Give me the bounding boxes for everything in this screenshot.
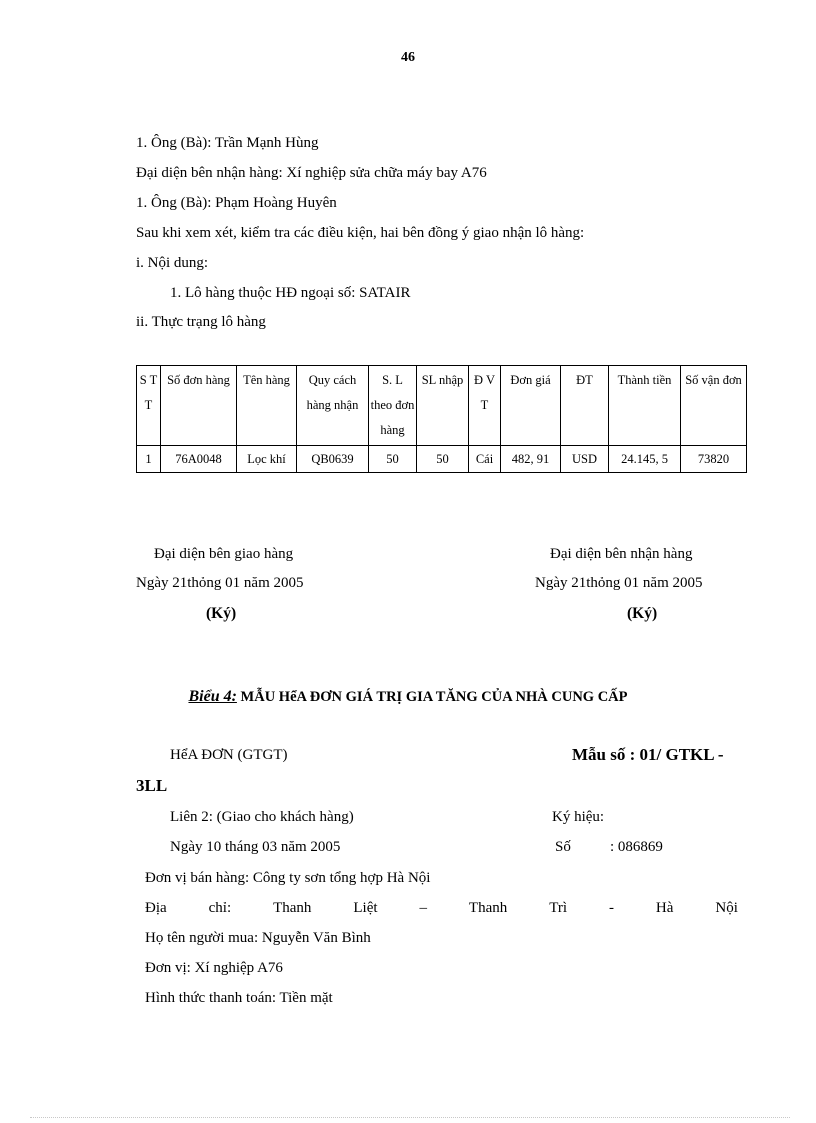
deliverer-role: Đại diện bên giao hàng — [154, 546, 294, 562]
table-cell: 73820 — [681, 446, 747, 473]
invoice-copy: Liên 2: (Giao cho khách hàng) — [170, 809, 354, 825]
table-header-cell: S. L theo đơn hàng — [369, 366, 417, 446]
deliverer-date: Ngày 21thỏng 01 năm 2005 — [136, 575, 304, 591]
receiver-sign: (Ký) — [627, 605, 658, 622]
invoice-symbol-label: Ký hiệu: — [552, 809, 605, 825]
address-word: Liệt — [353, 900, 378, 916]
table-header-cell: Số vận đơn — [681, 366, 747, 446]
table-cell: USD — [561, 446, 609, 473]
invoice-name: HểA ĐƠN (GTGT) — [170, 747, 288, 763]
page-number: 46 — [401, 50, 415, 65]
page-bottom-divider — [30, 1117, 790, 1118]
invoice-payment: Hình thức thanh toán: Tiền mặt — [145, 990, 333, 1006]
table-header-cell: Đ V T — [469, 366, 501, 446]
address-word: - — [608, 900, 614, 916]
section-content-heading: i. Nội dung: — [136, 255, 209, 271]
invoice-form-code: Mẫu số : 01/ GTKL - — [572, 745, 724, 764]
invoice-form-code-cont: 3LL — [136, 776, 168, 795]
table-cell: 76A0048 — [161, 446, 237, 473]
receiver-role: Đại diện bên nhận hàng — [550, 546, 693, 562]
table-header-cell: Đơn giá — [501, 366, 561, 446]
table-cell: 24.145, 5 — [609, 446, 681, 473]
receiver-date: Ngày 21thỏng 01 năm 2005 — [535, 575, 703, 591]
receiver-representative: Đại diện bên nhận hàng: Xí nghiệp sửa chữa máy bay A76 — [136, 165, 487, 181]
table-header-cell: Quy cách hàng nhận — [297, 366, 369, 446]
table-cell: Cái — [469, 446, 501, 473]
invoice-unit: Đơn vị: Xí nghiệp A76 — [145, 960, 283, 976]
section-title — [0, 688, 816, 706]
invoice-date: Ngày 10 tháng 03 năm 2005 — [170, 839, 341, 855]
agreement-statement: Sau khi xem xét, kiểm tra các điều kiện, hai bên đồng ý giao nhận lô hàng: — [136, 225, 585, 241]
table-header-cell: ĐT — [561, 366, 609, 446]
receiver-person-2: 1. Ông (Bà): Phạm Hoàng Huyên — [136, 195, 337, 211]
deliverer-sign: (Ký) — [206, 605, 237, 622]
receiver-person-1: 1. Ông (Bà): Trần Mạnh Hùng — [136, 135, 319, 151]
address-word: – — [419, 900, 427, 916]
address-word: Địa — [145, 900, 167, 916]
invoice-number-label: Số — [555, 839, 571, 855]
table-cell: 482, 91 — [501, 446, 561, 473]
invoice-address — [145, 899, 738, 917]
invoice-number-value: : 086869 — [610, 839, 663, 855]
table-header-cell: Tên hàng — [237, 366, 297, 446]
address-word: Nội — [715, 900, 738, 916]
address-word: Thanh — [273, 900, 312, 916]
goods-table — [136, 365, 747, 473]
table-cell: 50 — [417, 446, 469, 473]
invoice-buyer: Họ tên người mua: Nguyễn Văn Bình — [145, 930, 371, 946]
address-word: chỉ: — [208, 900, 232, 916]
section-status-heading: ii. Thực trạng lô hàng — [136, 314, 266, 330]
table-row — [137, 446, 747, 473]
table-cell: Lọc khí — [237, 446, 297, 473]
contract-reference: 1. Lô hàng thuộc HĐ ngoại số: SATAIR — [170, 285, 411, 301]
address-word: Thanh — [468, 900, 508, 916]
table-header-row — [137, 366, 747, 446]
section-title-text: MẪU HểA ĐƠN GIÁ TRỊ GIA TĂNG CỦA NHÀ CUNG CẤP — [236, 689, 628, 705]
table-header-cell: SL nhập — [417, 366, 469, 446]
invoice-seller: Đơn vị bán hàng: Công ty sơn tổng hợp Hà Nội — [145, 870, 431, 886]
table-header-cell: S T T — [137, 366, 161, 446]
address-word: Hà — [655, 900, 674, 916]
table-cell: QB0639 — [297, 446, 369, 473]
section-title-label: Biểu 4: — [188, 688, 237, 705]
address-word: Trì — [549, 900, 568, 916]
table-header-cell: Thành tiền — [609, 366, 681, 446]
table-header-cell: Số đơn hàng — [161, 366, 237, 446]
table-cell: 50 — [369, 446, 417, 473]
table-cell: 1 — [137, 446, 161, 473]
